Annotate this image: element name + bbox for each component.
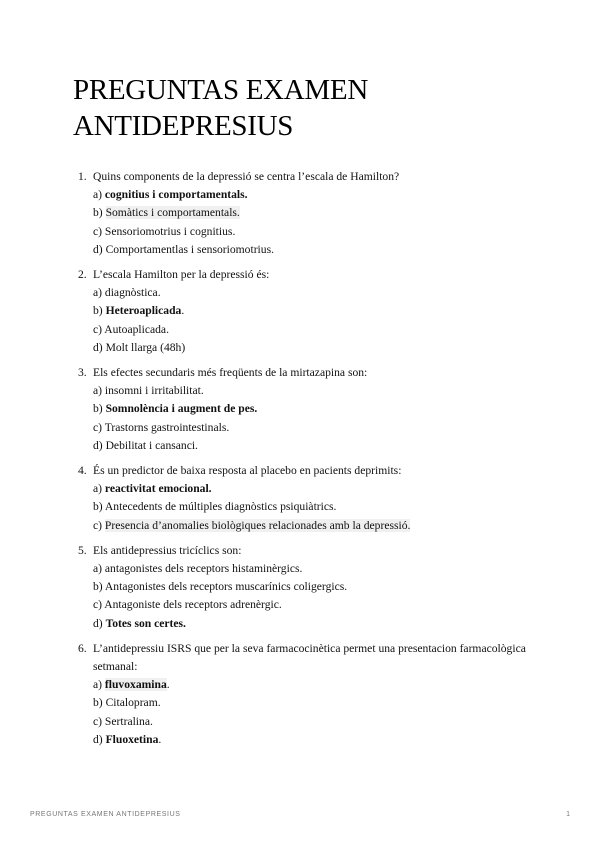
question-text: Els efectes secundaris més freqüents de la mirtazapina son: <box>93 366 368 380</box>
question-item <box>73 364 543 455</box>
answer-option <box>93 437 543 455</box>
page-title: PREGUNTAS EXAMEN ANTIDEPRESIUS <box>73 74 368 142</box>
question-item <box>73 266 543 357</box>
option-letter: a) <box>93 286 105 300</box>
option-text: Comportamentlas i sensoriomotrius. <box>105 242 274 256</box>
answer-option <box>93 321 543 339</box>
option-letter: a) <box>93 384 105 398</box>
option-suffix: . <box>166 678 170 692</box>
option-letter: d) <box>93 616 106 630</box>
option-text: Debilitat i cansanci. <box>105 438 198 452</box>
option-suffix: . <box>181 304 185 318</box>
question-item <box>73 462 543 535</box>
correct-option-text: Somnolència i augment de pes. <box>105 402 258 416</box>
option-letter: c) <box>93 598 105 612</box>
question-number: 1. <box>78 170 87 183</box>
correct-option-text: Heteroaplicada <box>105 304 182 318</box>
option-letter: a) <box>93 482 105 496</box>
option-letter: b) <box>93 206 106 220</box>
question-text: L’escala Hamilton per la depressió és: <box>93 268 270 282</box>
option-letter: b) <box>93 696 106 710</box>
option-letter: d) <box>93 438 106 452</box>
answer-option <box>93 400 543 418</box>
option-letter: c) <box>93 322 105 336</box>
option-text: Autoaplicada. <box>104 322 169 336</box>
option-text: Molt llarga (48h) <box>105 340 186 354</box>
correct-option-text: fluvoxamina <box>104 678 167 692</box>
correct-option-text: cognitius i comportamentals. <box>104 188 248 202</box>
question-number: 3. <box>78 366 87 380</box>
option-letter: d) <box>93 242 106 256</box>
answer-option <box>93 419 543 437</box>
answer-option <box>93 596 543 614</box>
option-text: insomni i irritabilitat. <box>104 384 204 398</box>
footer-title: PREGUNTAS EXAMEN ANTIDEPRESIUS <box>30 811 181 818</box>
option-letter: c) <box>93 714 105 728</box>
answer-option <box>93 498 543 516</box>
answer-option <box>93 694 543 712</box>
question-number: 6. <box>78 641 87 655</box>
option-text: Antecedents de múltiples diagnòstics psiquiàtrics. <box>104 500 337 514</box>
answer-option <box>93 302 543 320</box>
option-text: Sertralina. <box>104 714 153 728</box>
option-text: Citalopram. <box>105 696 161 710</box>
question-text: L’antidepressiu ISRS que per la seva farmacocinètica permet una presentacion farmacològica setmanal: <box>93 641 526 674</box>
option-text: antagonistes dels receptors histaminèrgics. <box>104 562 303 576</box>
question-item <box>73 168 543 259</box>
answer-option <box>93 615 543 633</box>
answer-option <box>93 517 543 535</box>
question-number: 2. <box>78 268 87 282</box>
option-text: Sensoriomotrius i cognitius. <box>104 224 236 238</box>
question-number: 4. <box>78 464 87 478</box>
question-text: Els antidepressius tricíclics son: <box>93 543 242 557</box>
option-text: Somàtics i comportamentals. <box>105 206 240 220</box>
answer-option <box>93 204 543 222</box>
question-text: Quins components de la depressió se centra l’escala de Hamilton? <box>93 170 400 183</box>
answer-option <box>93 578 543 596</box>
answer-option <box>93 223 543 241</box>
option-letter: b) <box>93 402 106 416</box>
option-letter: a) <box>93 188 105 202</box>
option-suffix: . <box>158 732 162 746</box>
option-letter: c) <box>93 420 105 434</box>
answer-option <box>93 284 543 302</box>
option-text: Antagonistes dels receptors muscarínics coligergics. <box>104 580 348 594</box>
correct-option-text: Fluoxetina <box>105 732 159 746</box>
question-list <box>73 168 543 756</box>
option-letter: a) <box>93 562 105 576</box>
question-item <box>73 640 543 749</box>
correct-option-text: reactivitat emocional. <box>104 482 212 496</box>
option-letter: d) <box>93 732 106 746</box>
option-letter: b) <box>93 580 105 594</box>
question-number: 5. <box>78 543 87 557</box>
answer-option <box>93 731 543 749</box>
answer-option <box>93 339 543 357</box>
answer-option <box>93 382 543 400</box>
option-text: Presencia d’anomalies biològiques relacionades amb la depressió. <box>104 518 411 532</box>
answer-option <box>93 676 543 694</box>
answer-option <box>93 241 543 259</box>
question-item <box>73 542 543 633</box>
question-text: És un predictor de baixa resposta al placebo en pacients deprimits: <box>93 464 402 478</box>
option-letter: d) <box>93 340 106 354</box>
answer-option <box>93 560 543 578</box>
option-letter: b) <box>93 304 106 318</box>
option-letter: c) <box>93 518 105 532</box>
option-text: Trastorns gastrointestinals. <box>104 420 230 434</box>
option-letter: c) <box>93 224 105 238</box>
answer-option <box>93 186 543 204</box>
answer-option <box>93 713 543 731</box>
option-text: diagnòstica. <box>104 286 161 300</box>
option-text: Antagoniste dels receptors adrenèrgic. <box>104 598 282 612</box>
option-letter: b) <box>93 500 105 514</box>
option-letter: a) <box>93 678 105 692</box>
answer-option <box>93 480 543 498</box>
footer-page-number: 1 <box>566 811 570 818</box>
correct-option-text: Totes son certes. <box>105 616 186 630</box>
